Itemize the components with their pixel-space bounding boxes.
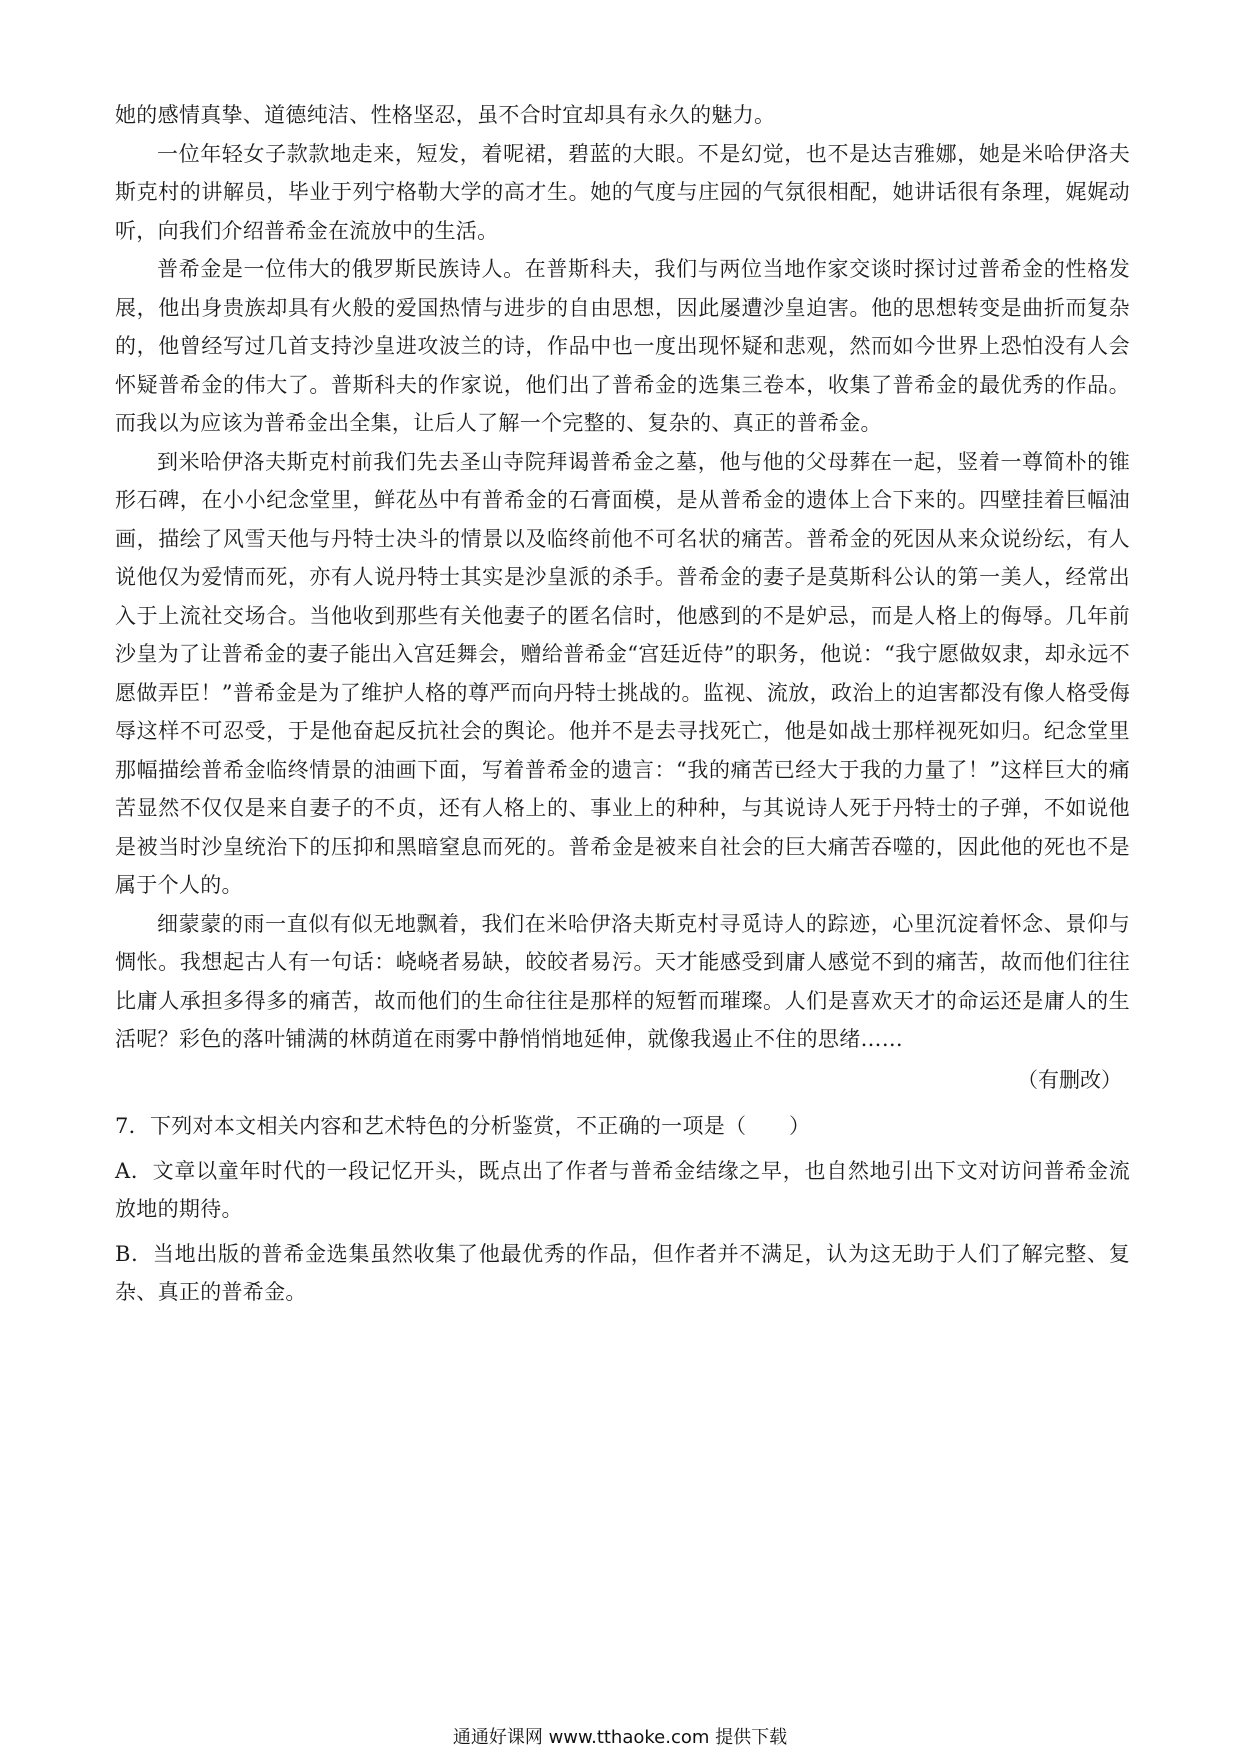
- article-paragraph-continuation: 她的感情真挚、道德纯洁、性格坚忍，虽不合时宜却具有永久的魅力。: [115, 103, 776, 127]
- question-option-b: B．当地出版的普希金选集虽然收集了他最优秀的作品，但作者并不满足，认为这无助于人们了解完整、复杂、真正的普希金。: [115, 1241, 1130, 1304]
- article-paragraph-closing: 细蒙蒙的雨一直似有似无地飘着，我们在米哈伊洛夫斯克村寻觅诗人的踪迹，心里沉淀着怀念、景仰与惆怅。我想起古人有一句话：峣峣者易缺，皎皎者易污。天才能感受到庸人感觉不到的痛苦，故而他们往往比庸人承担多得多的痛苦，故而他们的生命往往是那样的短暂而璀璨。人们是喜欢天才的命运还是庸人的生活呢？彩色的落叶铺满的林荫道在雨雾中静悄悄地延伸，就像我遏止不住的思绪……: [115, 911, 1130, 1051]
- question-option-a: A．文章以童年时代的一段记忆开头，既点出了作者与普希金结缘之早，也自然地引出下文对访问普希金流放地的期待。: [115, 1158, 1130, 1221]
- source-note: （有删改）: [1017, 1067, 1122, 1092]
- document-page: [115, 96, 1130, 1312]
- question-stem: 7．下列对本文相关内容和艺术特色的分析鉴赏，不正确的一项是（ ）: [115, 1114, 811, 1138]
- article-paragraph-guide: 一位年轻女子款款地走来，短发，着呢裙，碧蓝的大眼。不是幻觉，也不是达吉雅娜，她是米哈伊洛夫斯克村的讲解员，毕业于列宁格勒大学的高才生。她的气度与庄园的气氛很相配，她讲话很有条理，娓娓动听，向我们介绍普希金在流放中的生活。: [115, 141, 1130, 243]
- article-paragraph-tomb-visit: 到米哈伊洛夫斯克村前我们先去圣山寺院拜谒普希金之墓，他与他的父母葬在一起，竖着一尊简朴的锥形石碑，在小小纪念堂里，鲜花丛中有普希金的石膏面模，是从普希金的遗体上合下来的。四壁挂着巨幅油画，描绘了风雪天他与丹特士决斗的情景以及临终前他不可名状的痛苦。普希金的死因从来众说纷纭，有人说他仅为爱情而死，亦有人说丹特士其实是沙皇派的杀手。普希金的妻子是莫斯科公认的第一美人，经常出入于上流社交场合。当他收到那些有关他妻子的匿名信时，他感到的不是妒忌，而是人格上的侮辱。几年前沙皇为了让普希金的妻子能出入宫廷舞会，赠给普希金“宫廷近侍”的职务，他说：“我宁愿做奴隶，却永远不愿做弄臣！”普希金是为了维护人格的尊严而向丹特士挑战的。监视、流放，政治上的迫害都没有像人格受侮辱这样不可忍受，于是他奋起反抗社会的舆论。他并不是去寻找死亡，他是如战士那样视死如归。纪念堂里那幅描绘普希金临终情景的油画下面，写着普希金的遗言：“我的痛苦已经大于我的力量了！”这样巨大的痛苦显然不仅仅是来自妻子的不贞，还有人格上的、事业上的种种，与其说诗人死于丹特士的子弹，不如说他是被当时沙皇统治下的压抑和黑暗窒息而死的。普希金是被来自社会的巨大痛苦吞噬的，因此他的死也不是属于个人的。: [115, 449, 1130, 897]
- page-footer: 通通好课网 www.tthaoke.com 提供下载: [452, 1727, 788, 1748]
- article-paragraph-pushkin-intro: 普希金是一位伟大的俄罗斯民族诗人。在普斯科夫，我们与两位当地作家交谈时探讨过普希金的性格发展，他出身贵族却具有火般的爱国热情与进步的自由思想，因此屡遭沙皇迫害。他的思想转变是曲折而复杂的，他曾经写过几首支持沙皇进攻波兰的诗，作品中也一度出现怀疑和悲观，然而如今世界上恐怕没有人会怀疑普希金的伟大了。普斯科夫的作家说，他们出了普希金的选集三卷本，收集了普希金的最优秀的作品。而我以为应该为普希金出全集，让后人了解一个完整的、复杂的、真正的普希金。: [115, 257, 1130, 435]
